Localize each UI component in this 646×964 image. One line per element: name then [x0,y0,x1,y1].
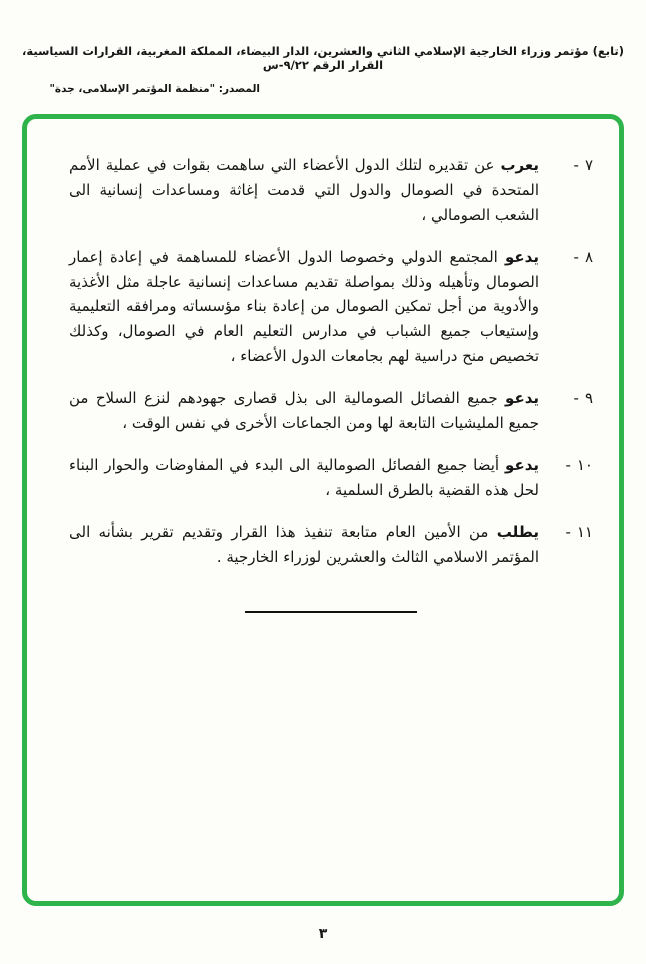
item-dash: - [565,455,571,474]
item-lead-word: يدعو [505,455,539,474]
content-frame [22,114,624,906]
item-number [551,520,593,570]
item-text [69,453,539,503]
item-body: جميع الفصائل الصومالية الى بذل قصارى جهودهم لنزع السلاح من جميع المليشيات التابعة لها ومن الجماعات الأخرى في نفس الوقت ، [69,389,539,433]
item-number-value: ٩ [584,389,593,408]
item-dash: - [573,389,579,408]
item-lead-word: يطلب [496,522,539,541]
item-text [69,153,539,228]
item-number-value: ٧ [584,156,593,174]
item-number-value: ١١ [576,522,593,541]
item-text [69,245,539,369]
item-number [551,453,593,503]
document-source-line: المصدر: "منظمة المؤتمر الإسلامى، جدة" [49,83,260,95]
item-number-value: ١٠ [576,455,593,474]
item-body: عن تقديره لتلك الدول الأعضاء التي ساهمت بقوات في عملية الأمم المتحدة في الصومال والدول التي قدمت إغاثة ومساعدات إنسانية الى الشعب الصومالي ، [69,156,539,224]
resolution-items-list [69,153,593,569]
item-number [551,386,593,436]
item-body: المجتمع الدولي وخصوصا الدول الأعضاء للمساهمة في إعادة إعمار الصومال وتأهيله وذلك بمواصلة تقديم مساعدات إنسانية عاجلة مثل الأغذية والأدوية من أجل تمكين الصومال من إعادة بناء مؤسساته ومرافقه التعليمية وإستيعاب جميع الشباب في مدارس التعليم العام في الصومال، وكذلك تخصيص منح دراسية لهم بجامعات الدول الأعضاء ، [69,247,539,366]
document-header [0,44,646,95]
resolution-item-11 [69,520,593,570]
item-dash: - [573,156,579,174]
resolution-item-8 [69,245,593,369]
item-dash: - [565,522,571,541]
resolution-item-7 [69,153,593,228]
item-lead-word: يدعو [505,247,539,266]
document-header-title: (تابع) مؤتمر وزراء الخارجية الإسلامي الثاني والعشرين، الدار البيضاء، المملكة المغربية، القرارات السياسية، القرار الرقم ٩/٢٢-س [22,44,624,72]
item-number [551,245,593,369]
page-number: ٣ [318,926,328,942]
item-number [551,153,593,228]
resolution-item-9 [69,386,593,436]
item-number-value: ٨ [584,247,593,266]
item-lead-word: يدعو [505,389,539,408]
resolution-item-10 [69,453,593,503]
separator-line [245,611,417,613]
item-text [69,520,539,570]
item-body: أيضا جميع الفصائل الصومالية الى البدء في المفاوضات والحوار البناء لحل هذه القضية بالطرق السلمية ، [69,455,539,499]
item-text [69,386,539,436]
item-dash: - [573,247,579,266]
item-body: من الأمين العام متابعة تنفيذ هذا القرار وتقديم تقرير بشأنه الى المؤتمر الاسلامي الثالث والعشرين لوزراء الخارجية . [69,522,539,566]
item-lead-word: يعرب [500,156,539,174]
